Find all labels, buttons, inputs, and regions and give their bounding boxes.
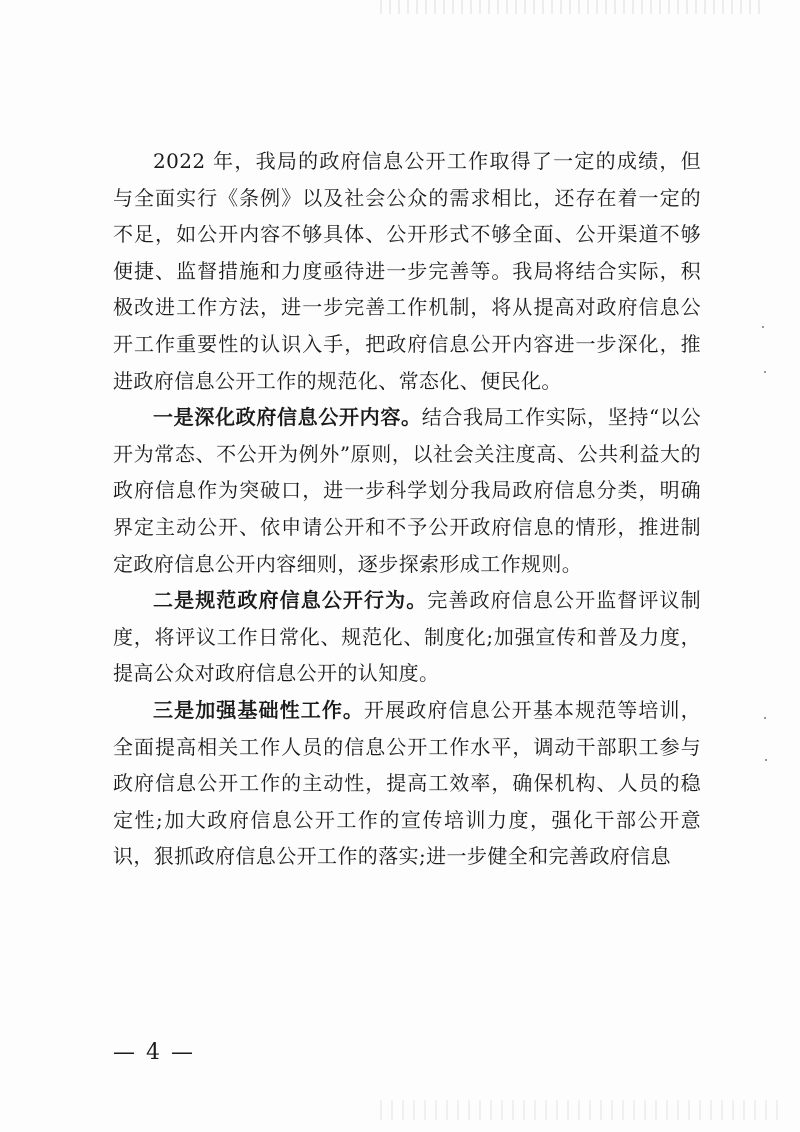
paragraph-text: 结合我局工作实际，坚持“以公开为常态、不公开为例外”原则，以社会关注度高、公共利益大的政府信息作为突破口，进一步科学划分我局政府信息分类，明确界定主动公开、依申请公开和不予公开政府信息的情形，推进制定政府信息公开内容细则，逐步探索形成工作规则。 [113,405,701,576]
scan-noise-top [380,0,760,14]
scan-speck [764,371,766,373]
paragraph-lead: 二是规范政府信息公开行为。 [153,588,428,613]
scan-speck [764,717,766,719]
paragraph-lead: 三是加强基础性工作。 [153,697,365,722]
paragraph [113,692,701,875]
paragraph-text: 完善政府信息公开监督评议制度，将评议工作日常化、规范化、制度化;加强宣传和普及力度，提高公众对政府信息公开的认知度。 [113,588,702,686]
paragraph [113,143,701,399]
paragraph [113,582,701,692]
paragraph-text: 2022 年，我局的政府信息公开工作取得了一定的成绩，但与全面实行《条例》以及社会公众的需求相比，还存在着一定的不足，如公开内容不够具体、公开形式不够全面、公开渠道不够便捷、监督措施和力度亟待进一步完善等。我局将结合实际，积极改进工作方法，进一步完善工作机制，将从提高对政府信息公开工作重要性的认识入手，把政府信息公开内容进一步深化，推进政府信息公开工作的规范化、常态化、便民化。 [113,149,701,393]
scan-noise-bottom [380,1100,780,1120]
page-number: — 4 — [113,1040,195,1065]
paragraph-text: 开展政府信息公开基本规范等培训，全面提高相关工作人员的信息公开工作水平，调动干部职工参与政府信息公开工作的主动性，提高工效率，确保机构、人员的稳定性;加大政府信息公开工作的宣传培训力度，强化干部公开意识，狠抓政府信息公开工作的落实;进一步健全和完善政府信息 [113,697,702,869]
paragraph-lead: 一是深化政府信息公开内容。 [153,405,422,430]
scan-speck [765,759,767,761]
paragraph [113,399,701,582]
scan-speck [762,326,764,328]
document-body [113,143,701,875]
